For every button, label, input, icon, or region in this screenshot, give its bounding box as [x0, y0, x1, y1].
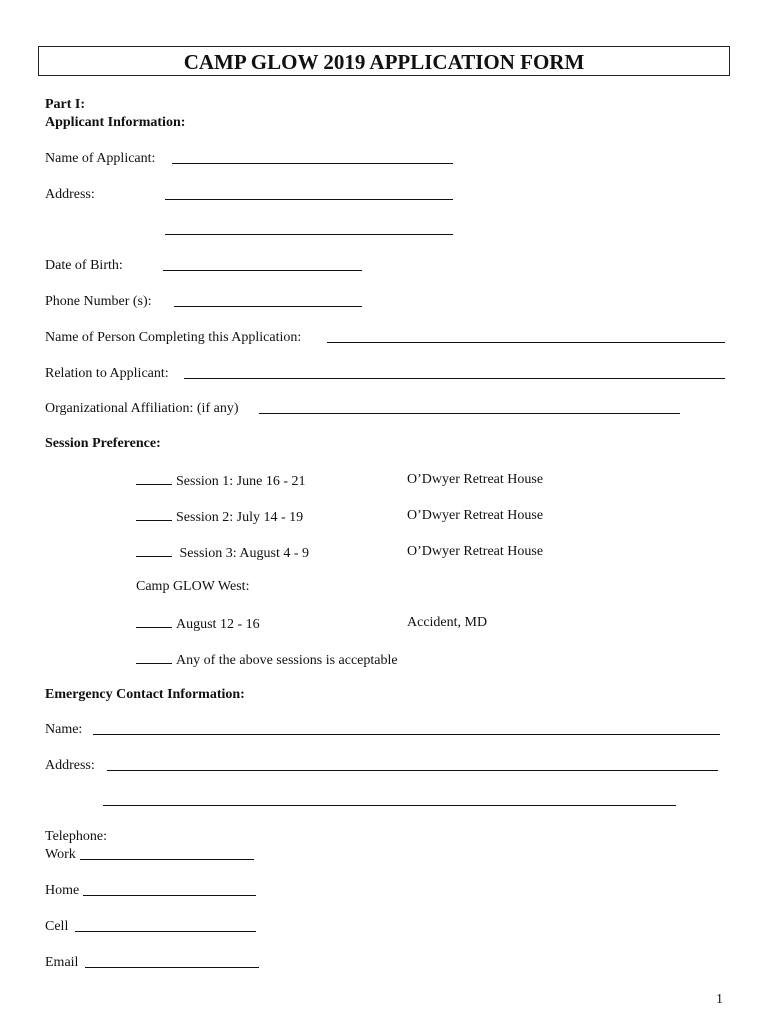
session-option-2[interactable]	[136, 508, 303, 526]
applicant-address-label: Address:	[45, 187, 95, 202]
session-3-location: O’Dwyer Retreat House	[407, 544, 544, 559]
title-box	[38, 46, 730, 76]
session-1-label: Session 1: June 16 - 21	[176, 474, 306, 489]
session-option-1[interactable]	[136, 472, 306, 490]
west-location: Accident, MD	[407, 615, 488, 630]
applicant-name-field[interactable]	[172, 163, 453, 164]
west-label: August 12 - 16	[176, 617, 260, 632]
email-label: Email	[45, 955, 79, 970]
applicant-info-heading: Applicant Information:	[45, 115, 186, 130]
completer-field[interactable]	[327, 342, 725, 343]
affiliation-field[interactable]	[259, 413, 680, 414]
phone-field[interactable]	[174, 306, 362, 307]
telephone-label: Telephone:	[45, 829, 107, 844]
cell-phone-field[interactable]	[75, 931, 256, 932]
session-2-label: Session 2: July 14 - 19	[176, 510, 304, 525]
home-phone-label: Home	[45, 883, 80, 898]
cell-phone-label: Cell	[45, 919, 69, 934]
session-2-location: O’Dwyer Retreat House	[407, 508, 544, 523]
dob-field[interactable]	[163, 270, 362, 271]
session-option-west[interactable]	[136, 615, 260, 633]
dob-label: Date of Birth:	[45, 258, 123, 273]
phone-label: Phone Number (s):	[45, 294, 152, 309]
session-option-any[interactable]	[136, 651, 398, 669]
any-label: Any of the above sessions is acceptable	[176, 653, 398, 668]
form-title: CAMP GLOW 2019 APPLICATION FORM	[183, 50, 585, 74]
any-checkbox-blank[interactable]	[136, 651, 172, 664]
part-heading: Part I:	[45, 97, 86, 112]
session-3-label: Session 3: August 4 - 9	[176, 546, 310, 561]
session-1-checkbox-blank[interactable]	[136, 472, 172, 485]
west-checkbox-blank[interactable]	[136, 615, 172, 628]
emergency-address-line-2[interactable]	[103, 805, 676, 806]
work-phone-label: Work	[45, 847, 76, 862]
emergency-name-field[interactable]	[93, 734, 720, 735]
session-1-location: O’Dwyer Retreat House	[407, 472, 544, 487]
session-3-checkbox-blank[interactable]	[136, 544, 172, 557]
applicant-name-label: Name of Applicant:	[45, 151, 156, 166]
session-heading: Session Preference:	[45, 436, 161, 451]
emergency-address-line-1[interactable]	[107, 770, 718, 771]
applicant-address-line-2[interactable]	[165, 234, 453, 235]
applicant-address-line-1[interactable]	[165, 199, 453, 200]
relation-field[interactable]	[184, 378, 725, 379]
emergency-name-label: Name:	[45, 722, 83, 737]
session-2-checkbox-blank[interactable]	[136, 508, 172, 521]
emergency-heading: Emergency Contact Information:	[45, 687, 245, 702]
work-phone-field[interactable]	[80, 859, 254, 860]
emergency-address-label: Address:	[45, 758, 95, 773]
session-option-3[interactable]	[136, 544, 309, 562]
affiliation-label: Organizational Affiliation: (if any)	[45, 401, 239, 416]
page-number: 1	[716, 992, 723, 1007]
camp-glow-west-heading: Camp GLOW West:	[136, 579, 250, 594]
home-phone-field[interactable]	[83, 895, 256, 896]
email-field[interactable]	[85, 967, 259, 968]
completer-label: Name of Person Completing this Application:	[45, 330, 302, 345]
relation-label: Relation to Applicant:	[45, 366, 169, 381]
